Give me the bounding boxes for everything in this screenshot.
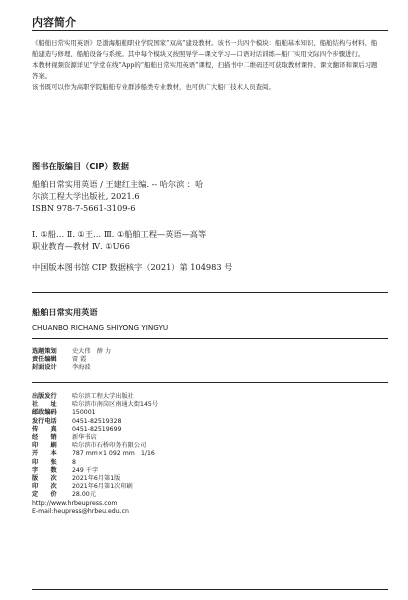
- title-rule: [32, 338, 388, 339]
- cip-check-number: 中国版本图书馆 CIP 数据核字（2021）第 104983 号: [32, 262, 233, 272]
- pub-value: 787 mm×1 092 mm 1/16: [72, 450, 155, 458]
- cip-body: [32, 178, 382, 252]
- pub-label: 印 张: [32, 458, 57, 466]
- cip-line: ISBN 978-7-5661-3109-6: [32, 203, 136, 214]
- credit-value: 史大伟 薛 力: [72, 348, 112, 355]
- pub-label: 邮政编码: [32, 409, 57, 417]
- intro-body: [32, 38, 382, 93]
- cip-rule: [32, 292, 388, 293]
- pub-row: [32, 459, 158, 467]
- intro-title: 内容简介: [32, 16, 76, 29]
- pub-label: 印 刷: [32, 442, 57, 450]
- pub-label: 版 次: [32, 475, 57, 483]
- pub-row: [32, 409, 158, 417]
- cip-line: 尔滨工程大学出版社, 2021.6: [32, 191, 140, 202]
- pub-value: 哈尔滨市南岗区南通大街145号: [72, 401, 159, 409]
- credit-row: [32, 364, 111, 372]
- credit-value: 李海波: [72, 364, 91, 372]
- pub-value: 28.00元: [72, 491, 96, 499]
- pub-value: 0451-82519699: [72, 425, 122, 433]
- pub-label: 传 真: [32, 425, 57, 433]
- credits-block: [32, 348, 111, 373]
- pub-value: 哈尔滨工程大学出版社: [72, 393, 134, 400]
- book-title: 船舶日常实用英语: [32, 307, 98, 317]
- publication-block: [32, 393, 158, 516]
- intro-paragraph: 该书既可以作为高职学院船舶专业群涉船类专业教材，也可供广大船厂技术人员查阅。: [32, 83, 275, 91]
- pub-row: [32, 491, 158, 499]
- cip-spacer: [32, 215, 382, 228]
- credit-label: 封面设计: [32, 364, 57, 372]
- pub-value: 新华书店: [72, 434, 97, 442]
- intro-rule: [32, 30, 388, 31]
- pub-label: 出版发行: [32, 393, 57, 400]
- pub-row: [32, 467, 158, 475]
- credits-rule: [32, 382, 388, 383]
- intro-paragraph: 《船舶日常实用英语》是渤海船舶职业学院国家“双高”建设教材。该书一共四个模块：船舶基本知识、船舶结构与材料、船舶建造与修理、船舶设备与系统。其中每个模块又按照导学—课文学习—口语对话训练—船厂实用文际四个步骤进行。: [32, 39, 378, 58]
- bottom-rule: [32, 589, 388, 590]
- credit-label: 责任编辑: [32, 356, 57, 364]
- cip-line: Ⅰ. ①船… Ⅱ. ①王… Ⅲ. ①船舶工程—英语—高等: [32, 228, 207, 239]
- pub-label: 发行电话: [32, 417, 57, 425]
- pub-value: 0451-82519328: [72, 417, 122, 425]
- pub-label: 社 址: [32, 401, 57, 409]
- pub-email-row: [32, 508, 158, 516]
- pub-label: 定 价: [32, 491, 57, 499]
- cip-line: 职业教育—教材 Ⅳ. ①U66: [32, 240, 130, 251]
- publisher-email: E-mail:heupress@hrbeu.edu.cn: [32, 507, 129, 515]
- pub-value: 8: [72, 458, 76, 466]
- pub-row: [32, 475, 158, 483]
- pub-row: [32, 393, 158, 401]
- publisher-website: http://www.hrbeupress.com: [32, 499, 118, 507]
- book-pinyin: CHUANBO RICHANG SHIYONG YINGYU: [32, 323, 169, 332]
- pub-label: 经 销: [32, 434, 57, 442]
- cip-line: 船舶日常实用英语 / 王建红主编. -- 哈尔滨 ：哈: [32, 179, 204, 189]
- pub-row: [32, 418, 158, 426]
- pub-label: 字 数: [32, 466, 57, 474]
- pub-row: [32, 450, 158, 458]
- pub-value: 150001: [72, 409, 96, 417]
- pub-value: 哈尔滨市石桥印务有限公司: [72, 442, 147, 450]
- intro-paragraph: 本教材视频资源详见“学堂在线”App的“船舶日常实用英语”课程，扫描书中二维码还可获取教材课件、课文翻译和课后习题答案。: [32, 61, 378, 80]
- cip-title: 图书在版编目（CIP）数据: [32, 161, 129, 171]
- credit-label: 选题策划: [32, 348, 57, 355]
- credit-value: 雷 霞: [72, 356, 87, 364]
- pub-row: [32, 434, 158, 442]
- pub-website-row: [32, 500, 158, 508]
- pub-label: 开 本: [32, 450, 57, 458]
- pub-value: 2021年6月第1版: [72, 475, 121, 483]
- credit-row: [32, 348, 111, 356]
- pub-label: 印 次: [32, 483, 57, 491]
- pub-value: 249 千字: [72, 466, 99, 474]
- pub-row: [32, 426, 158, 434]
- pub-value: 2021年6月第1次印刷: [72, 483, 133, 491]
